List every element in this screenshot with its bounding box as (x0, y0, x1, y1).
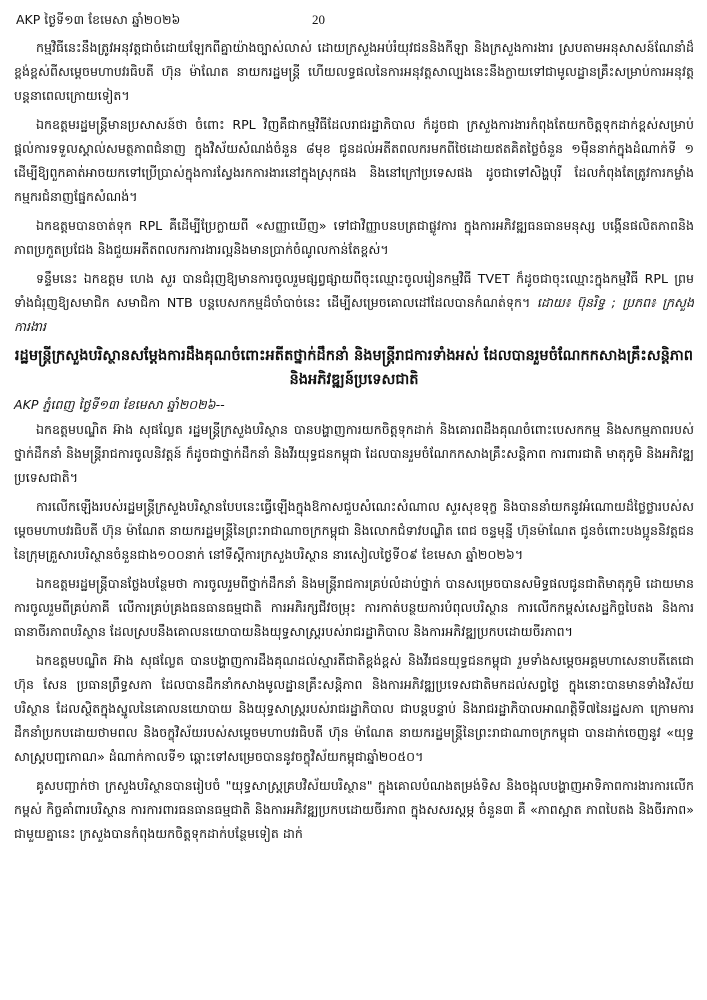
article2-paragraph-2: ការលើកឡើងរបស់រដ្ឋមន្ត្រីក្រសួងបរិស្ថានបែបនេះធ្វើឡើងក្នុងឱកាសជួបសំណេះសំណាល សួរសុខទុក្ខ និងបាននាំយកនូវអំណោយដ៏ថ្លៃថ្លារបស់សម្តេចមហាបវរធិបតី ហ៊ុន ម៉ាណែត នាយករដ្ឋមន្ត្រីនៃព្រះរាជាណាចក្រកម្ពុជា និងលោកជំទាវបណ្ឌិត ពេជ ចន្ទមុន្នី ហ៊ុនម៉ាណែត ជូនចំពោះបងប្អូននិវត្តជននៃក្រុមគ្រួសារបរិស្ថានចំនួនជាង១០០នាក់ នៅទីស្តីការក្រសួងបរិស្ថាន នារសៀលថ្ងៃទី០៩ ខែមេសា ឆ្នាំ២០២៦។ (14, 499, 694, 562)
article1-paragraph-1: កម្មវិធីនេះនឹងត្រូវអនុវត្តជាចំដោយឡែកពីគ្នាយ៉ាងច្បាស់លាស់ ដោយក្រសួងអប់រំយុវជននិងកីឡា និងក្រសួងការងារ ស្របតាមអនុសាសន៍ណែនាំដ៏ខ្ពង់ខ្ពស់ពីសម្តេចមហាបវរធិបតី ហ៊ុន ម៉ាណែត នាយករដ្ឋមន្ត្រី ហើយលទ្ធផលនៃការអនុវត្តសាល្បងនេះនឹងក្លាយទៅជាមូលដ្ឋានគ្រឹះសម្រាប់ការអនុវត្តបន្តនាពេលក្រោយទៀត។ (14, 40, 694, 103)
page-number: 20 (312, 12, 325, 27)
article2-paragraph-4: ឯកឧត្តមបណ្ឌិត អ៊ាង សុផល្លែត បានបង្ហាញការដឹងគុណដល់ស្មារតីជាតិខ្ពង់ខ្ពស់ និងវីរជនយុទ្ធជនកម្ពុជា រួមទាំងសម្តេចអគ្គមហាសេនាបតីតេជោ ហ៊ុន សែន ប្រធានព្រឹទ្ធសភា ដែលបានដឹកនាំកសាងមូលដ្ឋានគ្រឹះសន្តិភាព និងការអភិវឌ្ឍប្រទេសជាតិមកដល់សព្វថ្ងៃ ក្នុងនោះបានមានទាំងវិស័យបរិស្ថាន ដែលស្ថិតក្នុងស្នូលនៃគោលនយោបាយ និងយុទ្ធសាស្ត្ររបស់រាជរដ្ឋាភិបាល ជាបន្តបន្ទាប់ និងរាជរដ្ឋាភិបាលអាណត្តិទី៧នៃរដ្ឋសភា ក្រោមការដឹកនាំប្រកបដោយថាមពល និងចក្ខុវិស័យរបស់សម្តេចមហាបវរធិបតី ហ៊ុន ម៉ាណែត នាយករដ្ឋមន្ត្រីនៃព្រះរាជាណាចក្រកម្ពុជា បានដាក់ចេញនូវ «យុទ្ធសាស្ត្របញ្ចកោណ» ដំណាក់កាលទី១ ឆ្ពោះទៅសម្រេចបាននូវចក្ខុវិស័យកម្ពុជាឆ្នាំ២០៥០។ (14, 653, 694, 764)
article2-dateline: AKP ភ្នំពេញ ថ្ងៃទី១៣ ខែមេសា ឆ្នាំ២០២៦-- (14, 397, 225, 412)
article2-paragraph-1: ឯកឧត្តមបណ្ឌិត អ៊ាង សុផល្លែត រដ្ឋមន្ត្រីក្រសួងបរិស្ថាន បានបង្ហាញការយកចិត្តទុកដាក់ និងគោរពដឹងគុណចំពោះបេសកកម្ម និងសកម្មភាពរបស់ថ្នាក់ដឹកនាំ និងមន្ត្រីរាជការចូលនិវត្តន៍ ក៏ដូចជាថ្នាក់ដឹកនាំ និងវីរយុទ្ធជនកម្ពុជា ដែលបានរួមចំណែកកសាងគ្រឹះសន្តិភាព ការពារជាតិ មាតុភូមិ និងអភិវឌ្ឍប្រទេសជាតិ។ (14, 422, 694, 485)
article1-signature: ដោយ៖ ប៊ុនរិទ្ធ ; ប្រភព៖ ក្រសួងការងារ (14, 295, 694, 334)
article2-headline: រដ្ឋមន្ត្រីក្រសួងបរិស្ថានសម្តែងការដឹងគុណចំពោះអតីតថ្នាក់ដឹកនាំ និងមន្ត្រីរាជការទាំងអស់ ដែលបានរួមចំណែកកសាងគ្រឹះសន្តិភាព និងអភិវឌ្ឍន៍ប្រទេសជាតិ (14, 347, 694, 388)
article1-paragraph-2: ឯកឧត្តមរដ្ឋមន្ត្រីមានប្រសាសន៍ថា ចំពោះ RPL វិញគឺជាកម្មវិធីដែលរាជរដ្ឋាភិបាល ក៏ដូចជា ក្រសួងការងារកំពុងតែយកចិត្តទុកដាក់ខ្ពស់សម្រាប់ផ្តល់ការទទួលស្គាល់សមត្ថភាពជំនាញ ក្នុងវិស័យសំណង់ចំនួន ៨មុខ ជូនដល់អតីតពលករមកពីថៃដោយឥតគិតថ្លៃចំនួន ១ម៉ឺននាក់ក្នុងដំណាក់ទី ១ ដើម្បីឱ្យពួកគាត់អាចយកទៅប្រើប្រាស់ក្នុងការស្វែងរកការងារនៅក្នុងស្រុកផង និងនៅក្រៅប្រទេសផង ដូចជាទៅសិង្ហបុរី ដែលកំពុងតែត្រូវការកម្លាំងកម្មករជំនាញផ្នែកសំណង់។ (14, 117, 694, 204)
article2-paragraph-5: គូសបញ្ជាក់ថា ក្រសួងបរិស្ថានបានរៀបចំ "យុទ្ធសាស្ត្រគ្របវិស័យបរិស្ថាន" ក្នុងគោលបំណងតម្រង់ទិស និងចង្អុលបង្ហាញអាទិភាពការងារការលើកកម្ពស់ កិច្ចគាំពារបរិស្ថាន ការការពារធនធានធម្មជាតិ និងការអភិវឌ្ឍប្រកបដោយចីរភាព ក្នុងសសរស្តម្ភ ចំនួន៣ គឺ «ភាពស្អាត ភាពបៃតង និងចីរភាព» ជាមួយគ្នានេះ ក្រសួងបានកំពុងយកចិត្តទុកដាក់បន្ថែមទៀត ដាក់ (14, 778, 694, 841)
article-rpl (14, 36, 694, 339)
page-header (14, 10, 694, 36)
article1-paragraph-3: ឯកឧត្តមបានចាត់ទុក RPL គឺដើម្បីប្រែក្លាយពី «សញ្ញាឃើញ» ទៅជាវិញ្ញាបនបត្រជាផ្លូវការ ក្នុងការអភិវឌ្ឍធនធានមនុស្ស បង្កើនផលិតភាពនិងភាពប្រកួតប្រជែង និងជួយអតីតពលករការងារល្អនិងមានប្រាក់ចំណូលកាន់តែខ្ពស់។ (14, 218, 694, 257)
document-page (14, 10, 694, 851)
article-environment (14, 344, 694, 846)
article1-paragraph-4-text: ទន្ទឹមនេះ ឯកឧត្តម ហេង សួរ បានជំរុញឱ្យមានការចូលរួមផ្សព្វផ្សាយពីចុះឈ្មោះចូលរៀនកម្មវិធី TVET ក៏ដូចជាចុះឈ្មោះក្នុងកម្មវិធី RPL ព្រមទាំងជំរុញឱ្យសមាជិក សមាជិកា NTB បន្តបេសកកម្មដ៏ចាំបាច់នេះ ដើម្បីសម្រេចគោលដៅដែលបានកំណត់ទុក។ (14, 271, 694, 310)
header-dateline: AKP ថ្ងៃទី១៣ ខែមេសា ឆ្នាំ២០២៦ (16, 12, 181, 27)
article2-paragraph-3: ឯកឧត្តមរដ្ឋមន្ត្រីបានថ្លែងបន្ថែមថា ការចូលរួមពីថ្នាក់ដឹកនាំ និងមន្ត្រីរាជការគ្រប់លំដាប់ថ្នាក់ បានសម្រេចបានសមិទ្ធផលជូនជាតិមាតុភូមិ ដោយមានការចូលរួមពីគ្រប់ភាគី លើការគ្រប់គ្រងធនធានធម្មជាតិ ការអភិរក្សជីវចម្រុះ ការកាត់បន្ថយការបំពុលបរិស្ថាន ការលើកកម្ពស់សេដ្ឋកិច្ចបៃតង និងការធានាចីរភាពបរិស្ថាន ដែលស្របនឹងគោលនយោបាយនិងយុទ្ធសាស្ត្ររបស់រាជរដ្ឋាភិបាល និងការអភិវឌ្ឍប្រកបដោយចីរភាព។ (14, 576, 694, 639)
article1-paragraph-4 (14, 267, 694, 339)
